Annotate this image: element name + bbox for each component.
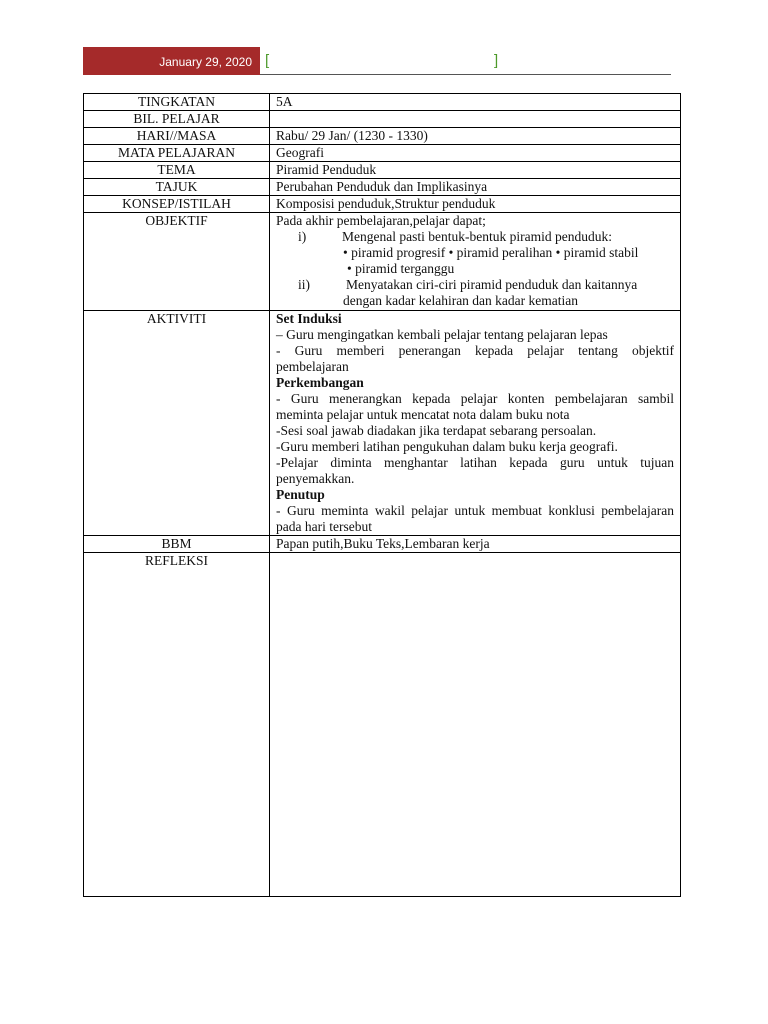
row-label-mata-pelajaran: MATA PELAJARAN [84,145,270,162]
header-bracket-open: [ [265,52,270,69]
table-row [84,196,681,213]
heading-perkembangan: Perkembangan [276,375,364,390]
table-row [84,179,681,196]
perkembangan-line: -Sesi soal jawab diadakan jika terdapat sebarang persoalan. [276,423,597,438]
perkembangan-line: - Guru menerangkan kepada pelajar konten pembelajaran sambil meminta pelajar untuk mencatat nota dalam buku nota [276,391,674,422]
objektif-item-1-text: Mengenal pasti bentuk-bentuk piramid penduduk: [342,229,612,244]
row-value-konsep-istilah: Komposisi penduduk,Struktur penduduk [270,196,681,213]
row-label-bil-pelajar: BIL. PELAJAR [84,111,270,128]
header-date: January 29, 2020 [159,55,252,69]
row-label-aktiviti: AKTIVITI [84,311,270,536]
objektif-item-1-number: i) [298,229,307,244]
date-banner [83,47,260,75]
row-label-objektif: OBJEKTIF [84,213,270,311]
objektif-intro: Pada akhir pembelajaran,pelajar dapat; [276,213,486,228]
table-row [84,145,681,162]
objektif-cell [270,213,681,311]
table-row [84,111,681,128]
row-value-tema: Piramid Penduduk [270,162,681,179]
row-label-tingkatan: TINGKATAN [84,94,270,111]
page-header [83,47,671,75]
table-row [84,128,681,145]
row-label-bbm: BBM [84,536,270,553]
table-row [84,162,681,179]
table-row-bbm [84,536,681,553]
row-label-refleksi: REFLEKSI [84,553,270,897]
objektif-item-2 [276,277,674,293]
row-value-bbm: Papan putih,Buku Teks,Lembaran kerja [270,536,681,553]
row-value-bil-pelajar [270,111,681,128]
row-label-tajuk: TAJUK [84,179,270,196]
objektif-item-2-text: Menyatakan ciri-ciri piramid penduduk dan kaitannya [346,277,638,292]
perkembangan-line: -Guru memberi latihan pengukuhan dalam buku kerja geografi. [276,439,618,454]
table-row-refleksi [84,553,681,897]
objektif-bullets-line-1: • piramid progresif • piramid peralihan • piramid stabil [343,245,639,260]
row-label-konsep-istilah: KONSEP/ISTILAH [84,196,270,213]
perkembangan-line: -Pelajar diminta menghantar latihan kepada guru untuk tujuan penyemakkan. [276,455,674,486]
header-rule [260,74,671,75]
row-label-tema: TEMA [84,162,270,179]
row-value-tingkatan: 5A [270,94,681,111]
table-row-aktiviti [84,311,681,536]
aktiviti-cell [270,311,681,536]
table-row [84,94,681,111]
row-value-refleksi [270,553,681,897]
penutup-line: - Guru meminta wakil pelajar untuk membuat konklusi pembelajaran pada hari tersebut [276,503,674,534]
heading-set-induksi: Set Induksi [276,311,342,326]
row-value-mata-pelajaran: Geografi [270,145,681,162]
lesson-plan-table [83,93,681,897]
objektif-item-2-text-cont: dengan kadar kelahiran dan kadar kematian [343,293,579,308]
objektif-item-1 [276,229,674,245]
table-row-objektif [84,213,681,311]
induksi-line: – Guru mengingatkan kembali pelajar tentang pelajaran lepas [276,327,608,342]
row-label-hari-masa: HARI//MASA [84,128,270,145]
heading-penutup: Penutup [276,487,325,502]
header-bracket-close: ] [494,52,499,69]
objektif-bullets-line-2: • piramid terganggu [347,261,455,276]
row-value-tajuk: Perubahan Penduduk dan Implikasinya [270,179,681,196]
induksi-line: - Guru memberi penerangan kepada pelajar tentang objektif pembelajaran [276,343,674,374]
row-value-hari-masa: Rabu/ 29 Jan/ (1230 - 1330) [270,128,681,145]
objektif-item-2-number: ii) [298,277,310,292]
